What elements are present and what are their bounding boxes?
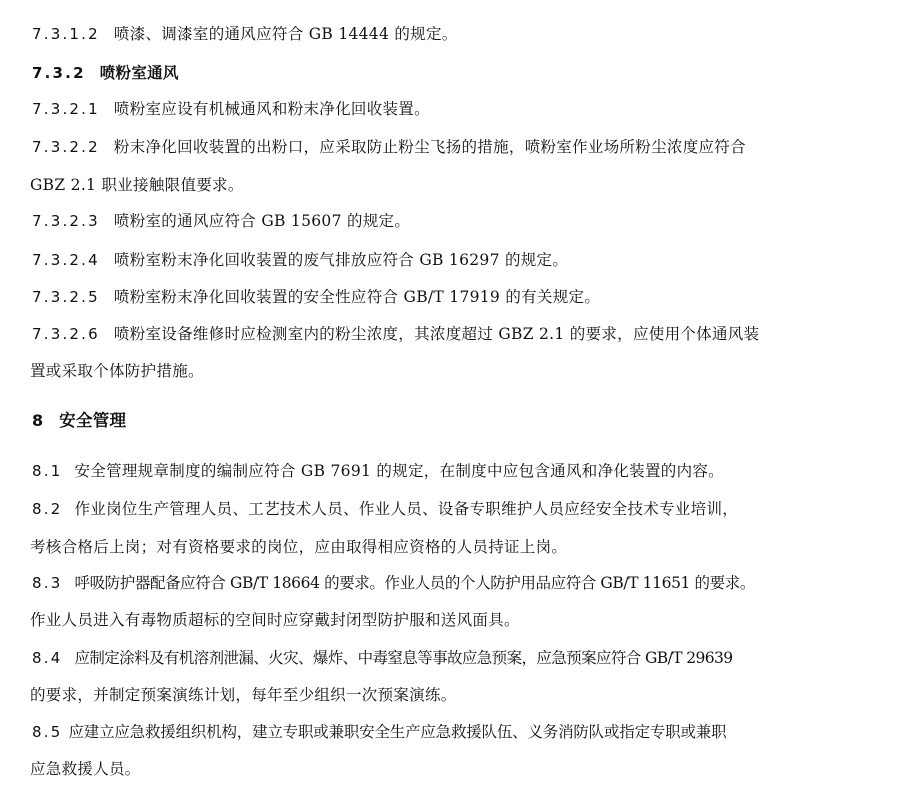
clause-text-continued: 作业人员进入有毒物质超标的空间时应穿戴封闭型防护服和送风面具。 (30, 611, 520, 629)
heading-text: 喷粉室通风 (99, 64, 179, 82)
clause-7-3-1-2 (32, 19, 458, 49)
clause-number: 7.3.2.4 (32, 251, 100, 269)
clause-7-3-2-6 (32, 319, 759, 349)
clause-8-5-continuation (30, 754, 141, 784)
clause-8-5 (32, 717, 726, 747)
clause-text: 喷漆、调漆室的通风应符合 GB 14444 的规定。 (113, 25, 458, 43)
clause-7-3-2-2-continuation (30, 170, 244, 200)
clause-text: 喷粉室应设有机械通风和粉末净化回收装置。 (113, 100, 430, 118)
clause-text: 作业岗位生产管理人员、工艺技术人员、作业人员、设备专职维护人员应经安全技术专业培训， (74, 500, 739, 518)
clause-text-continued: 的要求，并制定预案演练计划，每年至少组织一次预案演练。 (30, 686, 457, 704)
clause-8-1 (32, 456, 724, 486)
clause-text-continued: 置或采取个体防护措施。 (30, 362, 204, 380)
clause-text: 应制定涂料及有机溶剂泄漏、火灾、爆炸、中毒窒息等事故应急预案，应急预案应符合 GB/T 29639 (74, 649, 733, 667)
clause-text: 喷粉室粉末净化回收装置的安全性应符合 GB/T 17919 的有关规定。 (113, 288, 601, 306)
clause-number: 8.1 (32, 462, 63, 480)
clause-number: 8.3 (32, 574, 63, 592)
clause-text: 粉末净化回收装置的出粉口，应采取防止粉尘飞扬的措施，喷粉室作业场所粉尘浓度应符合 (113, 138, 746, 156)
clause-number: 7.3.2.2 (32, 138, 100, 156)
clause-8-3-continuation (30, 605, 520, 635)
clause-8-2-continuation (30, 532, 567, 562)
clause-number: 7.3.1.2 (32, 25, 100, 43)
heading-number: 7.3.2 (32, 64, 86, 82)
clause-text: 喷粉室粉末净化回收装置的废气排放应符合 GB 16297 的规定。 (113, 251, 569, 269)
heading-7-3-2 (32, 58, 179, 88)
clause-text: 安全管理规章制度的编制应符合 GB 7691 的规定，在制度中应包含通风和净化装置的内容。 (74, 462, 724, 480)
clause-7-3-2-2 (32, 132, 746, 162)
clause-text: 呼吸防护器配备应符合 GB/T 18664 的要求。作业人员的个人防护用品应符合 GB/T 11651 的要求。 (74, 574, 755, 592)
clause-number: 8.4 (32, 649, 63, 667)
clause-number: 8.5 (32, 723, 63, 741)
clause-7-3-2-6-continuation (30, 356, 204, 386)
clause-number: 7.3.2.5 (32, 288, 100, 306)
chapter-number: 8 (32, 411, 44, 430)
clause-text: 喷粉室设备维修时应检测室内的粉尘浓度，其浓度超过 GBZ 2.1 的要求，应使用个体通风装 (113, 325, 760, 343)
clause-7-3-2-3 (32, 206, 410, 236)
clause-8-4 (32, 643, 733, 673)
clause-number: 7.3.2.6 (32, 325, 100, 343)
clause-7-3-2-5 (32, 282, 600, 312)
clause-text: 喷粉室的通风应符合 GB 15607 的规定。 (113, 212, 411, 230)
clause-text-continued: 应急救援人员。 (30, 760, 141, 778)
clause-text: 应建立应急救援组织机构，建立专职或兼职安全生产应急救援队伍、义务消防队或指定专职或兼职 (68, 723, 727, 741)
clause-8-4-continuation (30, 680, 457, 710)
chapter-8-heading (32, 406, 126, 436)
clause-8-2 (32, 494, 738, 524)
clause-7-3-2-4 (32, 245, 568, 275)
clause-text-continued: GBZ 2.1 职业接触限值要求。 (30, 176, 244, 194)
clause-number: 8.2 (32, 500, 63, 518)
clause-8-3 (32, 568, 755, 598)
chapter-title: 安全管理 (59, 411, 127, 430)
clause-number: 7.3.2.1 (32, 100, 100, 118)
clause-number: 7.3.2.3 (32, 212, 100, 230)
clause-text-continued: 考核合格后上岗；对有资格要求的岗位，应由取得相应资格的人员持证上岗。 (30, 538, 568, 556)
clause-7-3-2-1 (32, 94, 430, 124)
